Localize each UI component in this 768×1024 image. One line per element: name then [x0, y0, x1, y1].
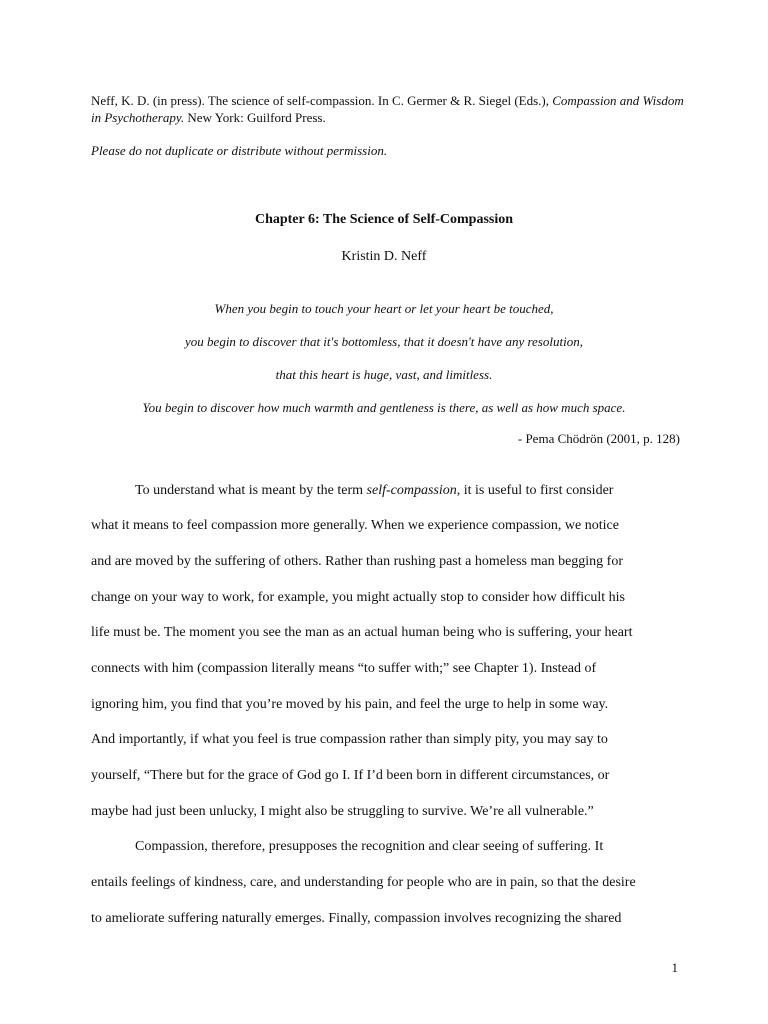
body-line: what it means to feel compassion more generally. When we experience compassion, we notice — [91, 518, 619, 533]
body-line — [135, 482, 735, 500]
body-text: , it is useful to first consider — [456, 483, 614, 498]
body-line: connects with him (compassion literally means “to suffer with;” see Chapter 1). Instead of — [91, 661, 597, 676]
body-line: And importantly, if what you feel is true compassion rather than simply pity, you may say to — [91, 732, 608, 747]
body-text: To understand what is meant by the term — [135, 483, 367, 498]
epigraph-line: You begin to discover how much warmth and gentleness is there, as well as how much space. — [142, 400, 626, 415]
citation — [91, 92, 691, 126]
body-line: life must be. The moment you see the man as an actual human being who is suffering, your heart — [91, 625, 633, 640]
body-line: yourself, “There but for the grace of God go I. If I’d been born in different circumstances, or — [91, 768, 610, 783]
citation-suffix: New York: Guilford Press. — [184, 110, 326, 125]
body-line: to ameliorate suffering naturally emerges. Finally, compassion involves recognizing the shared — [91, 911, 622, 926]
body-line: and are moved by the suffering of others. Rather than rushing past a homeless man begging for — [91, 554, 623, 569]
body-line: maybe had just been unlucky, I might also be struggling to survive. We’re all vulnerable.” — [91, 804, 594, 819]
body-line: Compassion, therefore, presupposes the recognition and clear seeing of suffering. It — [135, 839, 604, 854]
distribution-notice: Please do not duplicate or distribute without permission. — [91, 143, 388, 158]
chapter-title: Chapter 6: The Science of Self-Compassion — [254, 212, 514, 227]
epigraph-line: When you begin to touch your heart or let your heart be touched, — [214, 301, 554, 316]
emphasized-term: self-compassion — [366, 483, 457, 498]
author-name: Kristin D. Neff — [341, 249, 427, 264]
citation-book-title: Compassion and Wisdom in Psychotherapy. — [91, 93, 684, 125]
body-line: entails feelings of kindness, care, and understanding for people who are in pain, so that the desire — [91, 875, 636, 890]
citation-prefix: Neff, K. D. (in press). The science of self-compassion. In C. Germer & R. Siegel (Eds.), — [91, 93, 553, 108]
body-line: ignoring him, you find that you’re moved by his pain, and feel the urge to help in some way. — [91, 697, 609, 712]
epigraph-line: you begin to discover that it's bottomless, that it doesn't have any resolution, — [185, 334, 583, 349]
page-number: 1 — [671, 960, 678, 975]
epigraph-attribution: - Pema Chödrön (2001, p. 128) — [517, 431, 680, 446]
epigraph-line: that this heart is huge, vast, and limitless. — [275, 367, 493, 382]
body-line: change on your way to work, for example, you might actually stop to consider how difficult his — [91, 590, 625, 605]
